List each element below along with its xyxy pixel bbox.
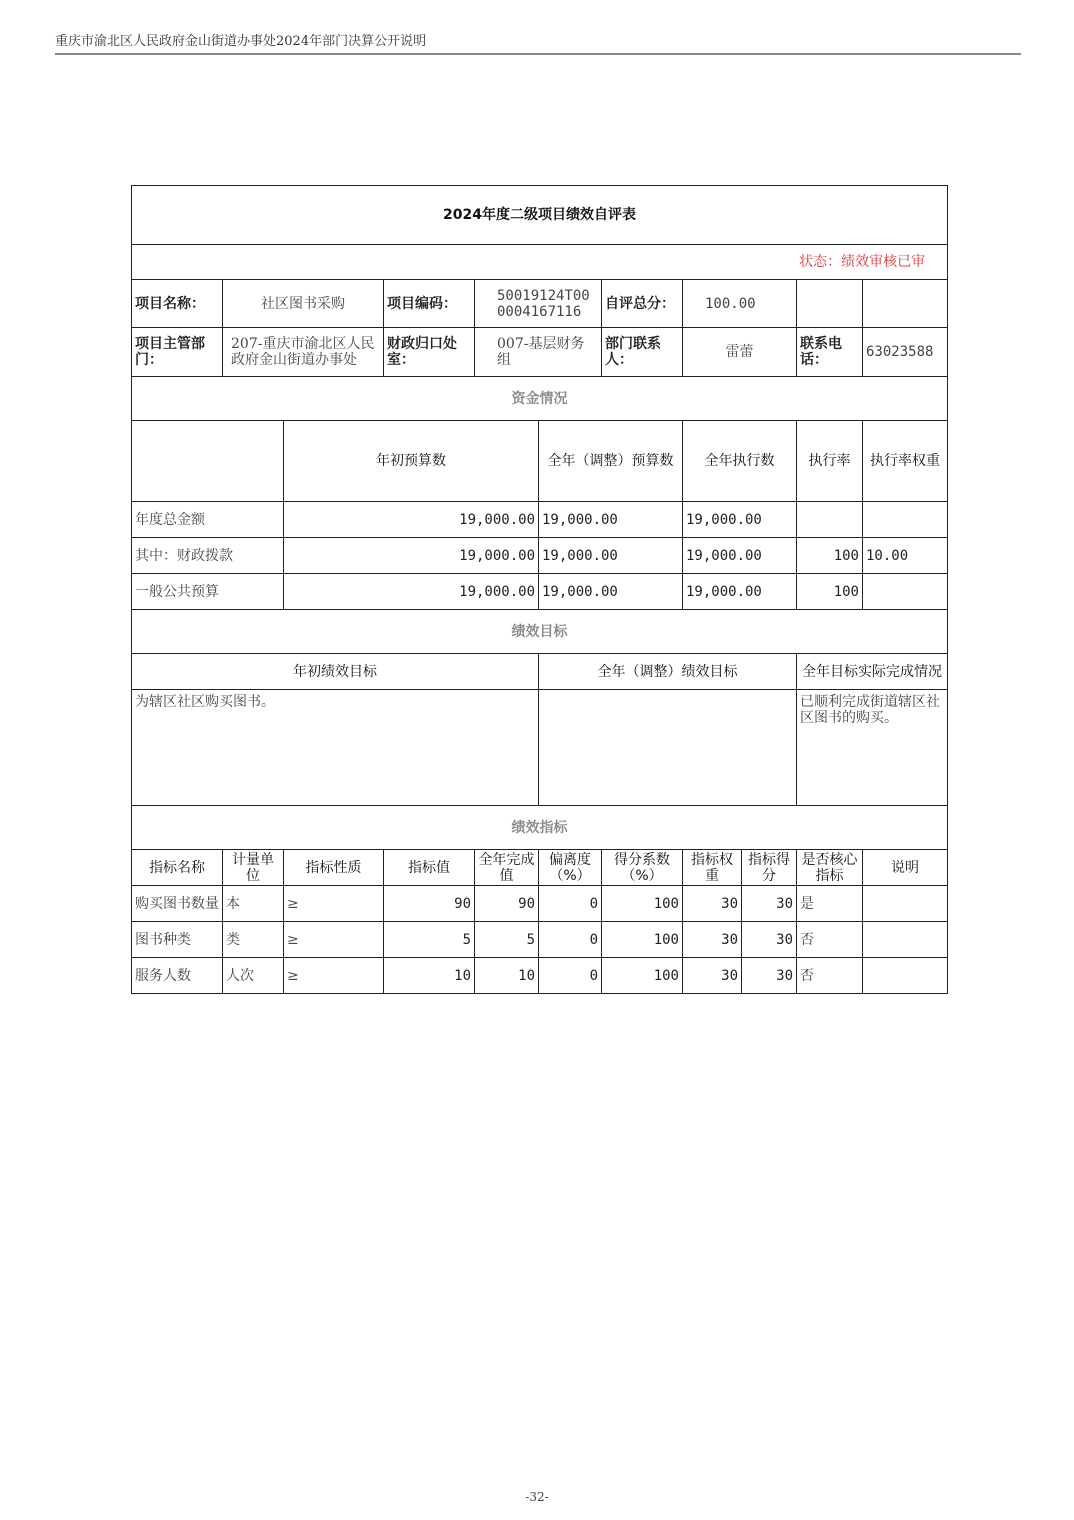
funds-section-title: 资金情况 [132,377,948,421]
contact-value: 雷蕾 [683,328,797,377]
project-code-label: 项目编码： [384,280,475,328]
indicator-unit: 人次 [223,958,284,994]
col-adjusted-budget: 全年（调整）预算数 [539,421,683,502]
indicator-actual: 10 [475,958,539,994]
project-name: 社区图书采购 [223,280,384,328]
actual-completion-text: 已顺利完成街道辖区社区图书的购买。 [797,690,948,806]
col-weight: 指标权重 [691,851,733,884]
document-header: 重庆市渝北区人民政府金山街道办事处2024年部门决算公开说明 [55,34,427,49]
funds-weight [863,574,948,610]
col-initial-budget: 年初预算数 [284,421,539,502]
col-score-coef: 得分系数（%） [614,851,670,884]
funds-budget: 19,000.00 [284,502,539,538]
indicator-weight: 30 [683,922,742,958]
project-name-label: 项目名称： [132,280,223,328]
form-title: 2024年度二级项目绩效自评表 [132,186,948,245]
indicator-nature: ≥ [284,922,384,958]
funds-weight [863,502,948,538]
funds-executed: 19,000.00 [683,538,797,574]
funds-budget: 19,000.00 [284,538,539,574]
indicator-coef: 100 [602,958,683,994]
indicator-core: 是 [797,886,863,922]
funds-budget: 19,000.00 [284,574,539,610]
dept-label: 项目主管部门： [132,328,223,377]
indicator-nature: ≥ [284,886,384,922]
indicator-coef: 100 [602,922,683,958]
funds-weight: 10.00 [863,538,948,574]
funds-executed: 19,000.00 [683,502,797,538]
indicator-row [132,886,948,922]
indicator-note [863,958,948,994]
indicator-note [863,922,948,958]
indicator-score: 30 [742,922,797,958]
indicator-unit: 类 [223,922,284,958]
indicator-name: 图书种类 [132,922,223,958]
header-rule [55,53,1021,55]
funds-rate: 100 [797,538,863,574]
indicator-deviation: 0 [539,958,602,994]
funds-row [132,502,948,538]
contact-label: 部门联系人： [602,328,683,377]
indicator-score: 30 [742,958,797,994]
col-exec-rate-weight: 执行率权重 [863,421,948,502]
indicator-name: 购买图书数量 [135,895,219,912]
indicator-weight: 30 [683,886,742,922]
indicator-note [863,886,948,922]
funds-adjusted: 19,000.00 [539,574,683,610]
col-actual-completion: 全年目标实际完成情况 [797,654,948,690]
col-initial-goal: 年初绩效目标 [132,654,539,690]
col-indicator-name: 指标名称 [149,859,205,876]
col-score: 指标得分 [748,851,790,884]
indicator-actual: 5 [475,922,539,958]
indicator-target: 5 [384,922,475,958]
col-unit: 计量单位 [232,851,274,884]
col-executed: 全年执行数 [683,421,797,502]
indicator-coef: 100 [602,886,683,922]
funds-row-name: 其中：财政拨款 [135,547,233,564]
funds-rate [797,502,863,538]
col-exec-rate: 执行率 [797,421,863,502]
indicator-core: 否 [797,958,863,994]
col-target: 指标值 [408,859,450,876]
goals-section-title: 绩效目标 [132,610,948,654]
funds-row [132,574,948,610]
funds-row-name: 年度总金额 [132,502,284,538]
initial-goal-text: 为辖区社区购买图书。 [132,690,539,806]
indicator-nature: ≥ [284,958,384,994]
indicator-actual: 90 [475,886,539,922]
funds-rate: 100 [797,574,863,610]
col-adjusted-goal: 全年（调整）绩效目标 [539,654,797,690]
project-code: 50019124T000004167116 [475,280,602,328]
phone-label: 联系电话： [797,328,863,377]
funds-adjusted: 19,000.00 [539,538,683,574]
self-score: 100.00 [683,280,797,328]
funds-row [132,538,948,574]
indicator-target: 90 [384,886,475,922]
col-core: 是否核心指标 [801,851,858,884]
col-actual-value: 全年完成值 [478,851,535,884]
col-deviation: 偏离度（%） [549,851,591,884]
phone-value: 63023588 [863,328,948,377]
adjusted-goal-text [539,690,797,806]
finance-office-value: 007-基层财务组 [475,328,602,377]
indicators-section-title: 绩效指标 [132,806,948,850]
indicator-score: 30 [742,886,797,922]
funds-executed: 19,000.00 [683,574,797,610]
col-nature: 指标性质 [305,859,362,876]
funds-adjusted: 19,000.00 [539,502,683,538]
status-text: 状态：绩效审核已审 [132,245,948,280]
finance-office-label: 财政归口处室： [384,328,475,377]
indicator-target: 10 [384,958,475,994]
indicator-row [132,922,948,958]
indicator-weight: 30 [683,958,742,994]
indicator-core: 否 [797,922,863,958]
performance-evaluation-table [131,185,948,994]
indicator-deviation: 0 [539,922,602,958]
page-number: -32- [525,1490,549,1504]
indicator-deviation: 0 [539,886,602,922]
self-score-label: 自评总分： [602,280,683,328]
funds-row-name: 一般公共预算 [135,583,219,600]
indicator-row [132,958,948,994]
indicator-name: 服务人数 [132,958,223,994]
indicator-unit: 本 [223,886,284,922]
col-note: 说明 [891,859,920,876]
dept-value: 207-重庆市渝北区人民政府金山街道办事处 [231,336,375,368]
